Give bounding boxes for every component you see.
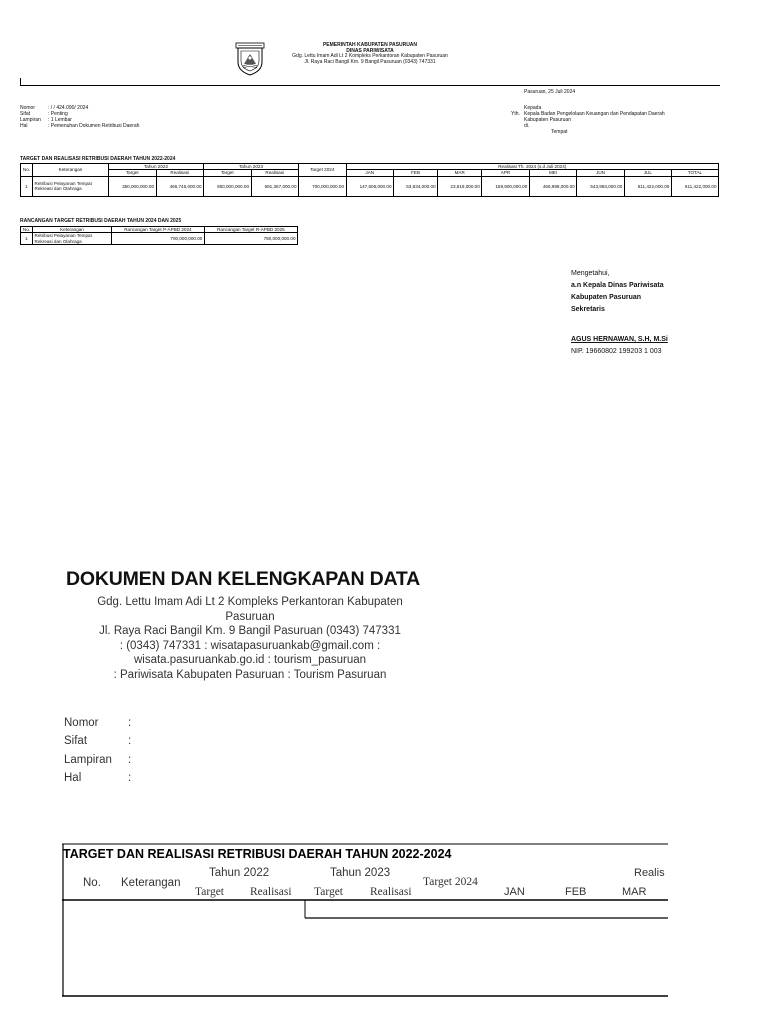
page2-th-keterangan: Keterangan: [121, 877, 181, 889]
cell-target-2023: 650,000,000.00: [204, 176, 252, 196]
page2-th-mar: MAR: [622, 886, 647, 898]
page2-addr-line: wisata.pasuruankab.go.id : tourism_pasuruan: [133, 654, 367, 667]
page2-th-realisasi-cut: Realis: [634, 867, 665, 879]
cell-mei: 466,998,000.00: [529, 176, 577, 196]
lampiran-value: : 1 Lembar: [48, 117, 72, 123]
letterhead-divider: [20, 85, 720, 86]
lampiran-label: Lampiran: [20, 117, 41, 123]
page2-colon: :: [128, 717, 132, 729]
page2-address: [70, 595, 430, 683]
letterhead-government: PEMERINTAH KABUPATEN PASURUAN: [322, 42, 418, 48]
page2-th-target: Target: [195, 886, 224, 898]
letterhead-address: Jl. Raya Raci Bangil Km. 9 Bangil Pasuruan (0343) 747331: [304, 58, 436, 65]
th-no: No.: [21, 227, 33, 233]
page2-addr-line: : (0343) 747331 : wisatapasuruankab@gmail.com :: [119, 639, 381, 652]
th-target: Target: [109, 170, 157, 176]
recipient-line2: Kabupaten Pasuruan: [524, 117, 571, 123]
nomor-label: Nomor: [20, 105, 36, 111]
cell-rancangan-2024: 700,000,000.00: [112, 233, 205, 245]
table-row: [21, 233, 298, 245]
th-keterangan: Keterangan: [33, 164, 109, 177]
letterhead: [270, 43, 470, 65]
th-month: FEB: [394, 170, 438, 176]
th-rancangan-2025: Rancangan Target R-APBD 2025: [204, 227, 297, 233]
page2-lampiran-label: Lampiran: [64, 753, 112, 766]
signature-block: [571, 268, 668, 358]
page2-addr-line: : Pariwisata Kabupaten Pasuruan : Tourism Pasuruan: [113, 668, 387, 681]
table2-title: RANCANGAN TARGET RETRIBUSI DAERAH TAHUN 2024 DAN 2025: [20, 218, 182, 224]
page2-nomor-label: Nomor: [64, 717, 99, 729]
signature-nama: AGUS HERNAWAN, S.H, M.Si: [571, 336, 668, 343]
th-total: TOTAL: [671, 170, 718, 176]
signature-jabatan: Sekretaris: [571, 306, 605, 313]
page2-meta: [64, 714, 137, 787]
target-realisasi-table: [20, 163, 719, 197]
sifat-value: : Penting: [48, 111, 68, 117]
page2-th-realisasi: Realisasi: [250, 886, 292, 898]
th-month: MEI: [529, 170, 577, 176]
page2-addr-line: Pasuruan: [225, 610, 275, 623]
page2-addr-line: Jl. Raya Raci Bangil Km. 9 Bangil Pasuruan (0343) 747331: [99, 625, 401, 638]
page2-title: DOKUMEN DAN KELENGKAPAN DATA: [66, 568, 421, 590]
cell-feb: 53,834,000.00: [394, 176, 438, 196]
cell-rancangan-2025: 750,000,000.00: [204, 233, 297, 245]
kabupaten-crest-icon: [234, 40, 266, 76]
th-keterangan: Keterangan: [33, 227, 112, 233]
cell-total: 611,422,000.00: [671, 176, 718, 196]
cell-target-2022: 350,000,000.00: [109, 176, 157, 196]
page2-addr-line: Gdg. Lettu Imam Adi Lt 2 Kompleks Perkantoran Kabupaten: [97, 596, 403, 608]
recipient-line3: di.: [524, 123, 530, 129]
sifat-label: Sifat: [20, 111, 31, 117]
signature-nip: NIP. 19660802 199203 1 003: [571, 348, 662, 355]
th-month: APR: [482, 170, 530, 176]
nomor-value: : / / 424.090/ 2024: [48, 105, 89, 111]
th-realisasi: Realisasi: [156, 170, 204, 176]
hal-label: Hal: [20, 123, 28, 129]
page2-th-tahun-2022: Tahun 2022: [209, 867, 270, 879]
hal-value: : Pemenuhan Dokumen Retribusi Daerah: [48, 123, 140, 129]
page2-th-tahun-2023: Tahun 2023: [330, 867, 391, 879]
th-no: No.: [21, 164, 33, 177]
th-target: Target: [204, 170, 252, 176]
signature-an: a.n Kepala Dinas Pariwisata: [571, 282, 664, 289]
cell-apr: 159,900,000.00: [482, 176, 530, 196]
cell-target-2024: 700,000,000.00: [299, 176, 347, 196]
letterhead-agency: DINAS PARIWISATA: [346, 47, 394, 54]
recipient: [511, 105, 711, 135]
recipient-kepada: Kepada: [524, 105, 542, 111]
recipient-line1: Kepala Badan Pengelolaan Keuangan dan Pendapatan Daerah: [524, 111, 665, 117]
th-month: JAN: [346, 170, 394, 176]
cell-jan: 147,606,000.00: [346, 176, 394, 196]
page2-hal-label: Hal: [64, 771, 82, 784]
cell-realisasi-2022: 466,745,000.00: [156, 176, 204, 196]
table-row: [21, 176, 719, 196]
page2-table: [62, 838, 668, 1000]
page2-th-target: Target: [314, 886, 343, 898]
page2-colon: :: [128, 753, 132, 766]
cell-jul: 611,422,000.00: [624, 176, 671, 196]
th-realisasi: Realisasi: [251, 170, 299, 176]
signature-mengetahui: Mengetahui,: [571, 270, 610, 277]
cell-realisasi-2023: 691,367,000.00: [251, 176, 299, 196]
page2-th-realisasi: Realisasi: [370, 886, 412, 898]
letterhead-building: Gdg. Lettu Imam Adi Lt 2 Kompleks Perkantoran Kabupaten Pasuruan: [292, 53, 448, 60]
signature-kabupaten: Kabupaten Pasuruan: [571, 294, 642, 301]
page2-table-title: TARGET DAN REALISASI RETRIBUSI DAERAH TAHUN 2022-2024: [63, 847, 452, 861]
letter-meta: [20, 105, 141, 129]
th-rancangan-2024: Rancangan Target P-APBD 2024: [112, 227, 205, 233]
cell-jun: 543,983,000.00: [577, 176, 625, 196]
th-target-2024: Target 2024: [299, 164, 347, 177]
th-month: JUL: [624, 170, 671, 176]
recipient-yth: Yth.: [511, 111, 520, 117]
cell-no: 1: [21, 176, 33, 196]
recipient-line4: Tempat: [551, 129, 568, 135]
th-month: JUN: [577, 170, 625, 176]
page2-colon: :: [128, 771, 132, 784]
page2-th-no: No.: [83, 877, 101, 889]
page2-sifat-label: Sifat: [64, 735, 88, 748]
page2-th-feb: FEB: [565, 886, 587, 898]
page2-colon: :: [128, 735, 132, 748]
th-month: MAR: [438, 170, 482, 176]
cell-keterangan: Retribusi Pelayanan Tempat Rekreasi dan Olahraga: [33, 233, 112, 245]
th-realisasi-2024: Realisasi Th. 2024 (s.d Juli 2024): [346, 164, 719, 170]
cell-no: 1: [21, 233, 33, 245]
th-tahun-2022: Tahun 2022: [109, 164, 204, 170]
date-place: Pasuruan, 25 Juli 2024: [524, 89, 576, 95]
th-tahun-2023: Tahun 2023: [204, 164, 299, 170]
page2-th-target-2024: Target 2024: [423, 876, 478, 888]
rancangan-target-table: [20, 226, 298, 245]
divider-tick: [20, 78, 21, 86]
cell-keterangan: Retribusi Pelayanan Tempat Rekreasi dan Olahraga: [33, 176, 109, 196]
table1-title: TARGET DAN REALISASI RETRIBUSI DAERAH TAHUN 2022-2024: [20, 156, 176, 162]
page2-th-jan: JAN: [504, 886, 525, 898]
cell-mar: 23,619,000.00: [438, 176, 482, 196]
